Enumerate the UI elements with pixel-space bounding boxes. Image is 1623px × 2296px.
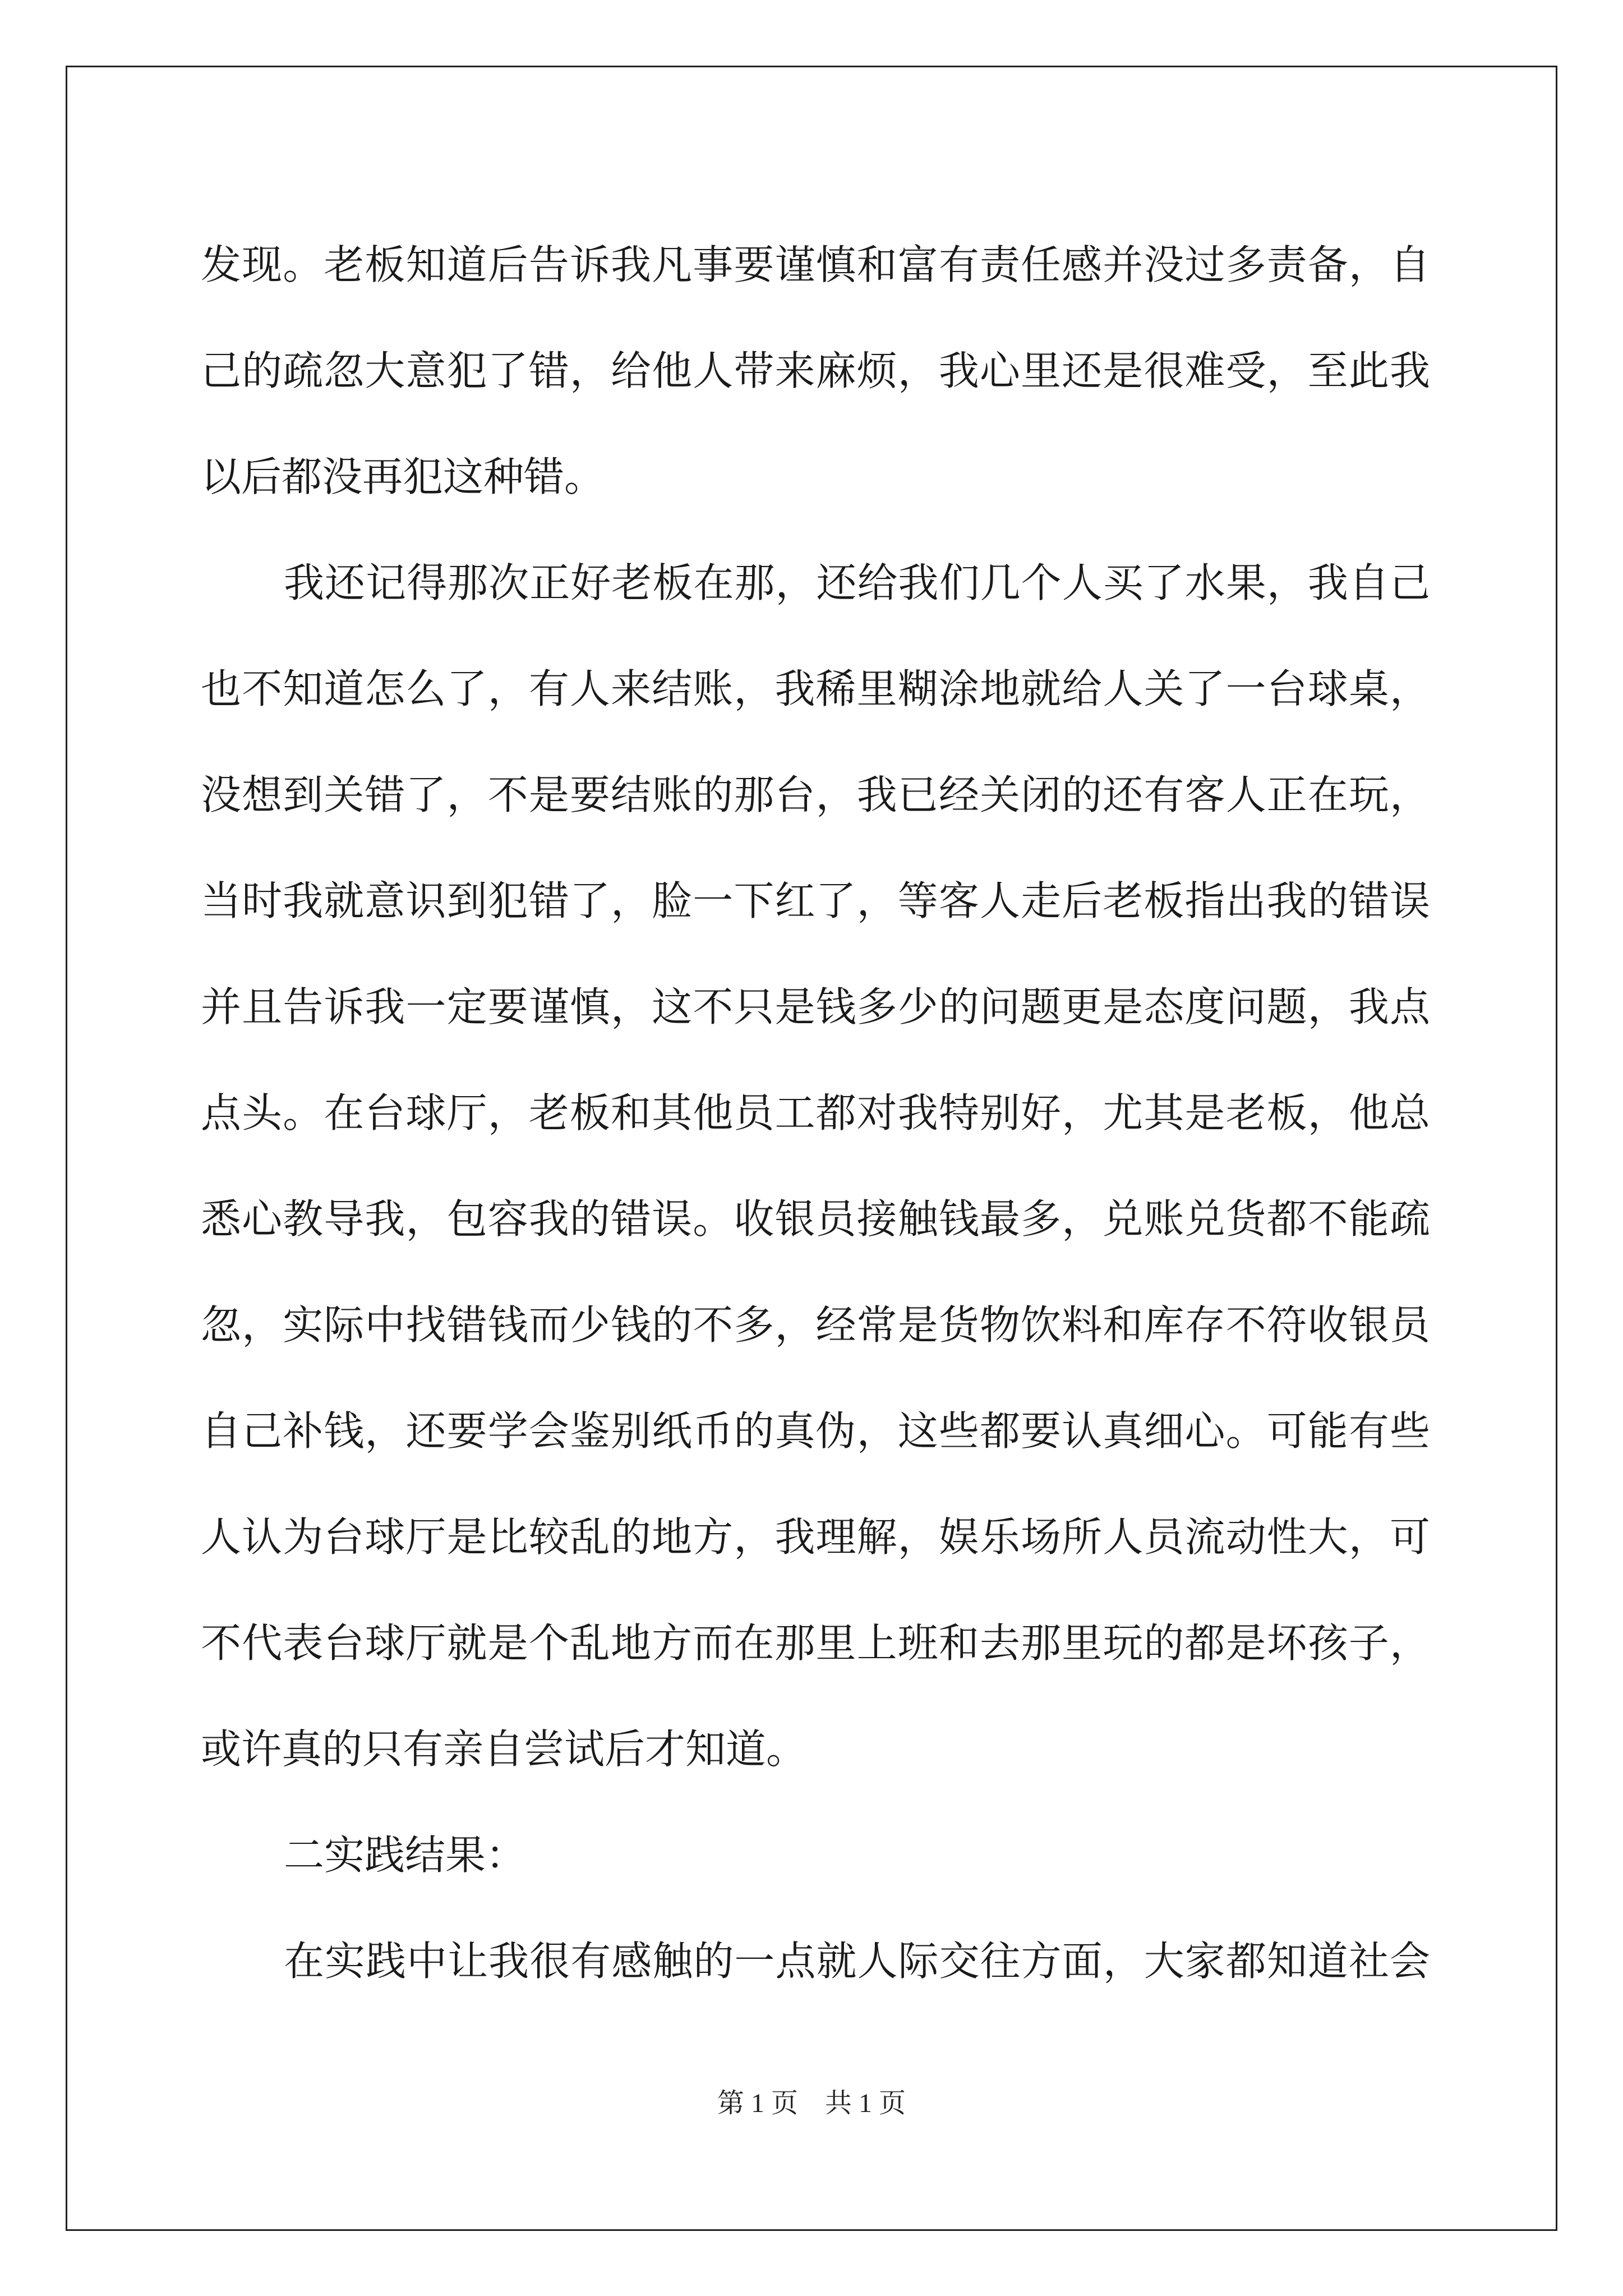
text-line: 或许真的只有亲自尝试后才知道。 (201, 1726, 807, 1773)
paragraph-start-line: 在实践中让我很有感触的一点就人际交往方面，大家都知道社会 (284, 1938, 1430, 1985)
text-line: 当时我就意识到犯错了，脸一下红了，等客人走后老板指出我的错误 (201, 877, 1430, 924)
text-line: 以后都没再犯这种错。 (201, 453, 605, 500)
paragraph-start-line: 我还记得那次正好老板在那，还给我们几个人买了水果，我自己 (284, 559, 1430, 606)
text-line: 没想到关错了，不是要结账的那台，我已经关闭的还有客人正在玩， (201, 771, 1430, 818)
text-line: 点头。在台球厅，老板和其他员工都对我特别好，尤其是老板，他总 (201, 1089, 1430, 1137)
page-number: 第 1 页 (717, 2088, 798, 2118)
page-footer (0, 2081, 1623, 2120)
text-line: 人认为台球厅是比较乱的地方，我理解，娱乐场所人员流动性大，可 (201, 1513, 1430, 1561)
document-body (201, 212, 1430, 2014)
page-total: 共 1 页 (825, 2088, 906, 2118)
text-line: 发现。老板知道后告诉我凡事要谨慎和富有责任感并没过多责备，自 (201, 241, 1430, 288)
text-line: 忽，实际中找错钱而少钱的不多，经常是货物饮料和库存不符收银员 (201, 1301, 1430, 1349)
text-line: 己的疏忽大意犯了错，给他人带来麻烦，我心里还是很难受，至此我 (201, 347, 1430, 394)
text-line: 不代表台球厅就是个乱地方而在那里上班和去那里玩的都是坏孩子， (201, 1619, 1430, 1667)
text-line: 也不知道怎么了，有人来结账，我稀里糊涂地就给人关了一台球桌， (201, 665, 1430, 712)
section-heading: 二实践结果： (284, 1832, 527, 1879)
text-line: 并且告诉我一定要谨慎，这不只是钱多少的问题更是态度问题，我点 (201, 983, 1430, 1030)
text-line: 悉心教导我，包容我的错误。收银员接触钱最多，兑账兑货都不能疏 (201, 1195, 1430, 1243)
text-line: 自己补钱，还要学会鉴别纸币的真伪，这些都要认真细心。可能有些 (201, 1407, 1430, 1455)
